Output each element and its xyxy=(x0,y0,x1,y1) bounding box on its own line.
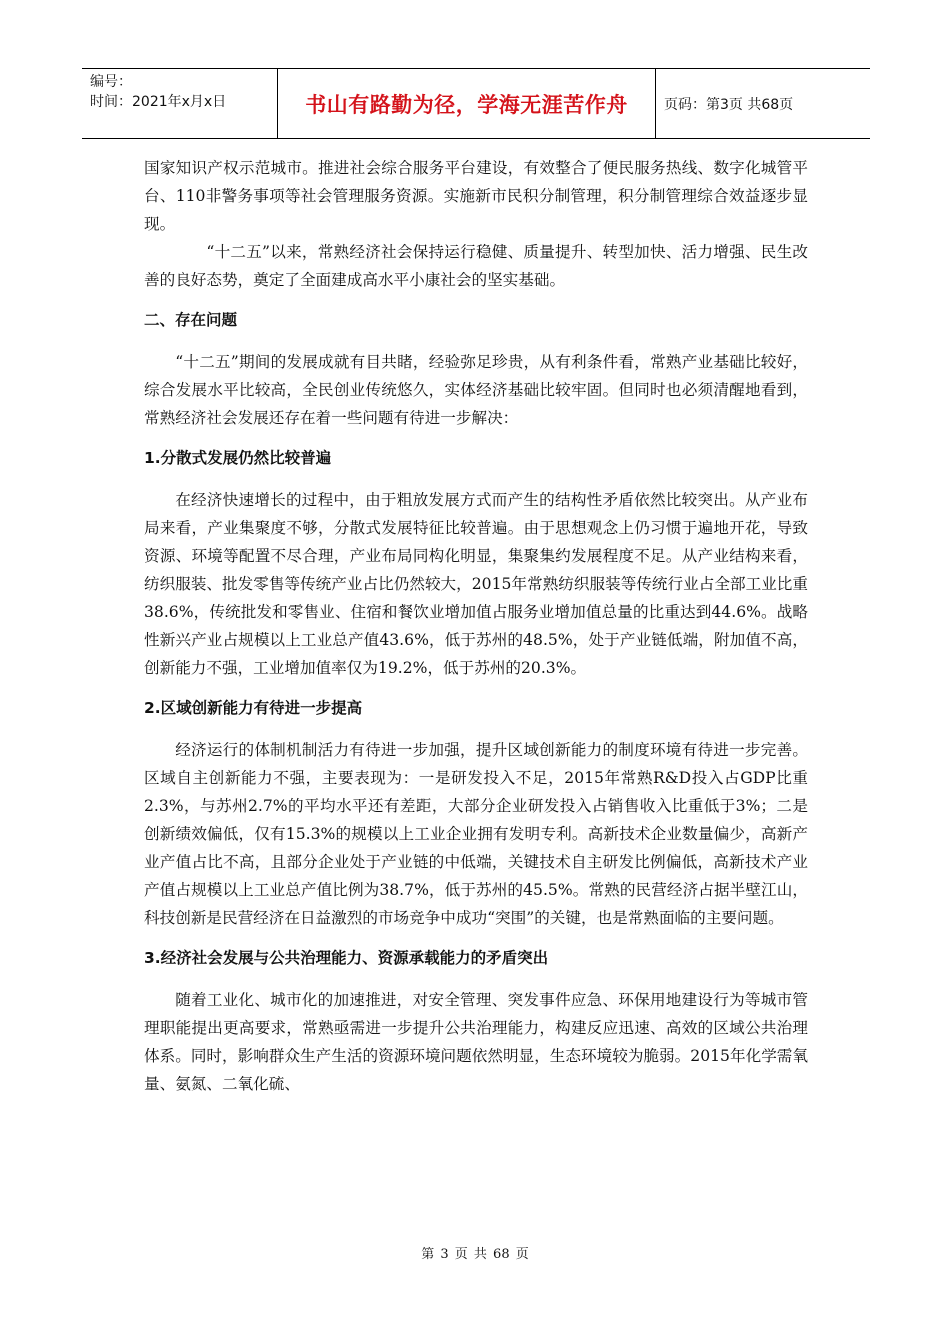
paragraph: 随着工业化、城市化的加速推进，对安全管理、突发事件应急、环保用地建设行为等城市管理职能提出更高要求，常熟亟需进一步提升公共治理能力，构建反应迅速、高效的区域公共治理体系。同时，影响群众生产生活的资源环境问题依然明显，生态环境较为脆弱。2015年化学需氧量、氨氮、二氧化硫、 xyxy=(144,991,808,1093)
header-page-number: 页码：第3页 共68页 xyxy=(664,96,794,113)
page-footer: 第 3 页 共 68 页 xyxy=(421,1247,529,1262)
section-heading: 二、存在问题 xyxy=(144,311,238,329)
document-body xyxy=(144,154,808,1098)
header-motto: 书山有路勤为径，学海无涯苦作舟 xyxy=(278,69,656,138)
paragraph: “十二五”期间的发展成就有目共睹，经验弥足珍贵，从有利条件看，常熟产业基础比较好，综合发展水平比较高，全民创业传统悠久，实体经济基础比较牢固。但同时也必须清醒地看到，常熟经济社会发展还存在着一些问题有待进一步解决： xyxy=(144,353,808,427)
paragraph: 经济运行的体制机制活力有待进一步加强，提升区域创新能力的制度环境有待进一步完善。区域自主创新能力不强，主要表现为：一是研发投入不足，2015年常熟R&D投入占GDP比重2.3%，与苏州2.7%的平均水平还有差距，大部分企业研发投入占销售收入比重低于3%；二是创新绩效偏低，仅有15.3%的规模以上工业企业拥有发明专利。高新技术企业数量偏少，高新产业产值占比不高，且部分企业处于产业链的中低端，关键技术自主研发比例偏低，高新技术产业产值占规模以上工业总产值比例为38.7%，低于苏州的45.5%。常熟的民营经济占据半壁江山，科技创新是民营经济在日益激烈的市场竞争中成功“突围”的关键，也是常熟面临的主要问题。 xyxy=(144,741,808,927)
subsection-heading: 3.经济社会发展与公共治理能力、资源承载能力的矛盾突出 xyxy=(144,949,549,967)
paragraph: “十二五”以来，常熟经济社会保持运行稳健、质量提升、转型加快、活力增强、民生改善的良好态势，奠定了全面建成高水平小康社会的坚实基础。 xyxy=(144,243,808,289)
paragraph: 国家知识产权示范城市。推进社会综合服务平台建设，有效整合了便民服务热线、数字化城管平台、110非警务事项等社会管理服务资源。实施新市民积分制管理，积分制管理综合效益逐步显现。 xyxy=(144,159,808,233)
page-header xyxy=(82,68,870,139)
subsection-heading: 2.区域创新能力有待进一步提高 xyxy=(144,699,363,717)
subsection-heading: 1.分散式发展仍然比较普遍 xyxy=(144,449,332,467)
document-number: 编号： xyxy=(90,74,132,90)
document-date: 时间：2021年x月x日 xyxy=(90,94,227,110)
paragraph: 在经济快速增长的过程中，由于粗放发展方式而产生的结构性矛盾依然比较突出。从产业布局来看，产业集聚度不够，分散式发展特征比较普遍。由于思想观念上仍习惯于遍地开花，导致资源、环境等配置不尽合理，产业布局同构化明显，集聚集约发展程度不足。从产业结构来看，纺织服装、批发零售等传统产业占比仍然较大，2015年常熟纺织服装等传统行业占全部工业比重38.6%，传统批发和零售业、住宿和餐饮业增加值占服务业增加值总量的比重达到44.6%。战略性新兴产业占规模以上工业总产值43.6%，低于苏州的48.5%，处于产业链低端，附加值不高，创新能力不强，工业增加值率仅为19.2%，低于苏州的20.3%。 xyxy=(144,491,808,677)
header-meta xyxy=(82,69,278,138)
